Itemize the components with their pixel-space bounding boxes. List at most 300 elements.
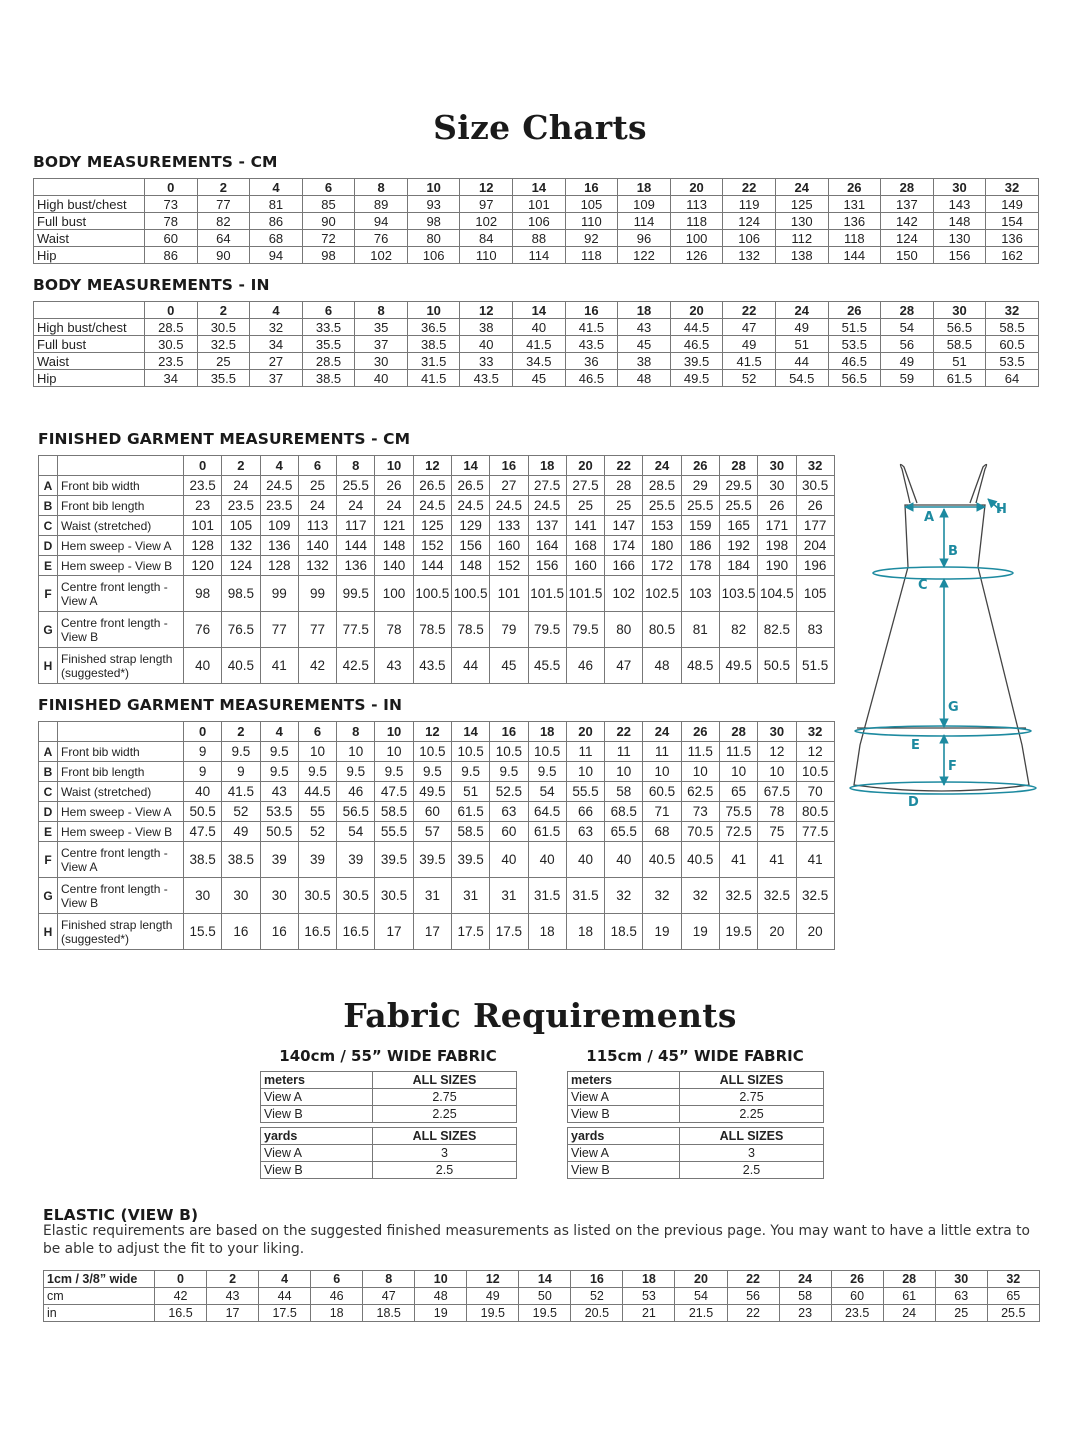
row-label: Waist (stretched) [58,516,184,536]
value-cell: 79 [490,612,528,648]
value-cell: 32.5 [758,878,796,914]
diagram-label-c: C [918,578,928,593]
body-cm-heading: BODY MEASUREMENTS - CM [33,153,278,171]
value-cell: 9.5 [337,762,375,782]
row-letter: F [39,576,58,612]
value-cell: 56 [727,1288,779,1305]
value-cell: 102.5 [643,576,681,612]
value-cell: 101.5 [566,576,604,612]
table-row [39,476,835,496]
value-cell: 40 [184,782,222,802]
value-cell: 180 [643,536,681,556]
value-cell: 112 [775,230,828,247]
value-cell: 32 [250,319,303,336]
value-cell: 80.5 [643,612,681,648]
value-cell: 128 [260,556,298,576]
value-cell: 75 [758,822,796,842]
value-cell: 58.5 [986,319,1039,336]
size-header: 2 [207,1271,259,1288]
value-cell: 47.5 [184,822,222,842]
table-row [568,1162,824,1179]
row-letter: D [39,802,58,822]
value-cell: 40 [528,842,566,878]
table-row [39,556,835,576]
value-cell: 40 [490,842,528,878]
value-cell: 26.5 [451,476,489,496]
value-cell: 77 [298,612,336,648]
table-row [34,247,1039,264]
value-cell: 48 [643,648,681,684]
value-cell: 20.5 [571,1305,623,1322]
value-cell: 30.5 [375,878,413,914]
row-label: Centre front length - View B [58,878,184,914]
value-cell: 17 [413,914,451,950]
size-header: 0 [145,179,198,196]
value-cell: 3 [373,1145,517,1162]
size-header: 6 [311,1271,363,1288]
value-cell: 53 [623,1288,675,1305]
value-cell: 25.5 [719,496,757,516]
row-label: Full bust [34,213,145,230]
value-cell: 10.5 [413,742,451,762]
size-header: 30 [758,456,796,476]
value-cell: 156 [528,556,566,576]
size-header: 28 [883,1271,935,1288]
size-header: 30 [758,722,796,742]
size-header: 12 [413,456,451,476]
value-cell: 75.5 [719,802,757,822]
table-row [34,319,1039,336]
value-cell: 30 [184,878,222,914]
row-label: Waist [34,230,145,247]
value-cell: 24 [337,496,375,516]
table-row [39,536,835,556]
size-header: 8 [363,1271,415,1288]
value-cell: 70.5 [681,822,719,842]
value-cell: 41 [758,842,796,878]
value-cell: 44.5 [670,319,723,336]
value-cell: 106 [513,213,566,230]
size-header: 10 [375,456,413,476]
value-cell: 24.5 [413,496,451,516]
size-header: 6 [298,456,336,476]
garment-cm-heading: FINISHED GARMENT MEASUREMENTS - CM [38,430,411,448]
table-row [39,742,835,762]
value-cell: 162 [986,247,1039,264]
value-cell: 128 [184,536,222,556]
size-header: 4 [259,1271,311,1288]
value-cell: 39.5 [451,842,489,878]
value-cell: 68 [250,230,303,247]
block-header-row [568,1128,824,1145]
size-header: 20 [670,179,723,196]
value-cell: 92 [565,230,618,247]
value-cell: 9.5 [528,762,566,782]
value-cell: 101.5 [528,576,566,612]
size-header: 26 [681,456,719,476]
value-cell: 10.5 [451,742,489,762]
value-cell: 40.5 [643,842,681,878]
row-letter: H [39,648,58,684]
dimension-c-ellipse [873,567,1013,579]
value-cell: 30 [260,878,298,914]
value-cell: 12 [796,742,834,762]
value-cell: 9.5 [260,762,298,782]
row-label: Finished strap length (suggested*) [58,648,184,684]
header-blank-cell [34,179,145,196]
value-cell: 152 [490,556,528,576]
row-letter: C [39,516,58,536]
value-cell: 10 [566,762,604,782]
view-label: View B [568,1106,680,1123]
value-cell: 45.5 [528,648,566,684]
table-row [34,196,1039,213]
value-cell: 79.5 [566,612,604,648]
table-row [261,1106,517,1123]
value-cell: 121 [375,516,413,536]
size-header: 26 [831,1271,883,1288]
value-cell: 26 [375,476,413,496]
fabric-title: Fabric Requirements [343,996,737,1035]
value-cell: 100.5 [451,576,489,612]
size-header: 16 [490,456,528,476]
value-cell: 26.5 [413,476,451,496]
view-label: View B [568,1162,680,1179]
value-cell: 44 [259,1288,311,1305]
value-cell: 45 [490,648,528,684]
table-row [39,516,835,536]
value-cell: 11.5 [719,742,757,762]
value-cell: 98 [184,576,222,612]
size-header: 16 [571,1271,623,1288]
body-measurements-in-table [33,301,1039,387]
value-cell: 78.5 [413,612,451,648]
value-cell: 174 [605,536,643,556]
size-header: 26 [828,179,881,196]
value-cell: 9.5 [260,742,298,762]
value-cell: 20 [758,914,796,950]
value-cell: 18 [528,914,566,950]
value-cell: 49 [467,1288,519,1305]
value-cell: 39.5 [375,842,413,878]
value-cell: 38 [460,319,513,336]
value-cell: 133 [490,516,528,536]
value-cell: 10.5 [796,762,834,782]
value-cell: 124 [222,556,260,576]
size-header: 26 [681,722,719,742]
row-label: in [44,1305,155,1322]
value-cell: 48 [415,1288,467,1305]
value-cell: 63 [566,822,604,842]
value-cell: 144 [828,247,881,264]
value-cell: 122 [618,247,671,264]
row-label: Front bib length [58,496,184,516]
row-label: Hem sweep - View B [58,556,184,576]
value-cell: 88 [513,230,566,247]
value-cell: 27.5 [528,476,566,496]
view-label: View A [261,1089,373,1106]
value-cell: 32 [643,878,681,914]
value-cell: 80 [407,230,460,247]
value-cell: 39.5 [413,842,451,878]
value-cell: 136 [337,556,375,576]
size-header: 10 [407,179,460,196]
value-cell: 49.5 [670,370,723,387]
value-cell: 61.5 [933,370,986,387]
value-cell: 10 [605,762,643,782]
size-header: 4 [250,179,303,196]
value-cell: 52 [723,370,776,387]
size-header: 30 [933,302,986,319]
value-cell: 80.5 [796,802,834,822]
garment-measurements-cm-table [38,455,835,684]
row-label: Hip [34,247,145,264]
value-cell: 23 [779,1305,831,1322]
value-cell: 51.5 [796,648,834,684]
size-header: 20 [566,456,604,476]
row-letter: B [39,496,58,516]
value-cell: 172 [643,556,681,576]
value-cell: 125 [413,516,451,536]
value-cell: 53.5 [828,336,881,353]
row-letter: F [39,842,58,878]
value-cell: 43 [375,648,413,684]
value-cell: 41 [719,842,757,878]
value-cell: 54 [528,782,566,802]
value-cell: 53.5 [260,802,298,822]
size-header: 6 [302,302,355,319]
value-cell: 126 [670,247,723,264]
value-cell: 41.5 [513,336,566,353]
value-cell: 93 [407,196,460,213]
value-cell: 23.5 [831,1305,883,1322]
table-row [39,612,835,648]
size-header: 12 [460,179,513,196]
size-header: 18 [618,179,671,196]
value-cell: 101 [490,576,528,612]
value-cell: 101 [184,516,222,536]
size-header: 8 [355,302,408,319]
value-cell: 160 [566,556,604,576]
value-cell: 23.5 [184,476,222,496]
value-cell: 204 [796,536,834,556]
size-header: 2 [222,722,260,742]
value-cell: 109 [260,516,298,536]
value-cell: 32 [605,878,643,914]
row-letter: C [39,782,58,802]
block-header-row [261,1072,517,1089]
size-header: 18 [528,456,566,476]
row-label: cm [44,1288,155,1305]
value-cell: 60.5 [643,782,681,802]
value-cell: 143 [933,196,986,213]
value-cell: 18.5 [363,1305,415,1322]
value-cell: 104.5 [758,576,796,612]
value-cell: 23.5 [145,353,198,370]
value-cell: 10 [337,742,375,762]
value-cell: 106 [723,230,776,247]
table-row [34,213,1039,230]
fabric-panel-140-heading: 140cm / 55” WIDE FABRIC [279,1047,497,1065]
value-cell: 76.5 [222,612,260,648]
value-cell: 31 [413,878,451,914]
value-cell: 46 [311,1288,363,1305]
size-header: 12 [460,302,513,319]
value-cell: 2.75 [373,1089,517,1106]
value-cell: 98 [407,213,460,230]
value-cell: 72.5 [719,822,757,842]
row-label: Centre front length - View A [58,842,184,878]
value-cell: 45 [618,336,671,353]
value-cell: 46.5 [565,370,618,387]
size-header: 30 [935,1271,987,1288]
value-cell: 165 [719,516,757,536]
value-cell: 129 [451,516,489,536]
view-label: View A [568,1089,680,1106]
table-row [568,1089,824,1106]
value-cell: 98 [302,247,355,264]
value-cell: 105 [796,576,834,612]
value-cell: 132 [298,556,336,576]
size-header: 20 [670,302,723,319]
value-cell: 54 [337,822,375,842]
value-cell: 28.5 [643,476,681,496]
size-header: 32 [796,722,834,742]
value-cell: 29 [681,476,719,496]
value-cell: 39 [337,842,375,878]
value-cell: 124 [881,230,934,247]
value-cell: 136 [828,213,881,230]
value-cell: 9 [184,742,222,762]
size-header: 0 [184,722,222,742]
size-header: 6 [298,722,336,742]
value-cell: 59 [881,370,934,387]
value-cell: 103.5 [719,576,757,612]
value-cell: 113 [670,196,723,213]
value-cell: 124 [723,213,776,230]
size-header: 0 [145,302,198,319]
value-cell: 52 [571,1288,623,1305]
value-cell: 46 [337,782,375,802]
value-cell: 63 [490,802,528,822]
value-cell: 32.5 [197,336,250,353]
row-letter: E [39,556,58,576]
size-header: 22 [605,722,643,742]
value-cell: 49 [723,336,776,353]
size-header: 26 [828,302,881,319]
value-cell: 60 [413,802,451,822]
size-header: 28 [881,302,934,319]
value-cell: 73 [681,802,719,822]
value-cell: 130 [775,213,828,230]
value-cell: 9.5 [490,762,528,782]
size-header: 24 [643,722,681,742]
size-header: 8 [355,179,408,196]
value-cell: 72 [302,230,355,247]
body-measurements-cm-table [33,178,1039,264]
value-cell: 9.5 [222,742,260,762]
size-header: 4 [260,456,298,476]
value-cell: 24 [298,496,336,516]
size-header: 30 [933,179,986,196]
value-cell: 168 [566,536,604,556]
row-label: Hem sweep - View B [58,822,184,842]
value-cell: 178 [681,556,719,576]
value-cell: 118 [670,213,723,230]
value-cell: 56 [881,336,934,353]
value-cell: 24.5 [528,496,566,516]
value-cell: 81 [250,196,303,213]
size-header: 12 [467,1271,519,1288]
row-label: Waist [34,353,145,370]
value-cell: 94 [250,247,303,264]
value-cell: 58 [605,782,643,802]
row-label: Centre front length - View A [58,576,184,612]
value-cell: 18.5 [605,914,643,950]
size-header: 8 [337,722,375,742]
column-header: ALL SIZES [373,1072,517,1089]
value-cell: 48 [618,370,671,387]
value-cell: 156 [451,536,489,556]
value-cell: 2.5 [373,1162,517,1179]
value-cell: 60.5 [986,336,1039,353]
table-row [39,842,835,878]
row-label: Hem sweep - View A [58,536,184,556]
size-header: 10 [375,722,413,742]
value-cell: 53.5 [986,353,1039,370]
size-header: 24 [643,456,681,476]
size-header: 32 [987,1271,1039,1288]
value-cell: 100 [375,576,413,612]
value-cell: 77.5 [796,822,834,842]
value-cell: 38.5 [222,842,260,878]
value-cell: 56.5 [828,370,881,387]
value-cell: 101 [513,196,566,213]
value-cell: 105 [222,516,260,536]
value-cell: 166 [605,556,643,576]
value-cell: 30.5 [337,878,375,914]
value-cell: 17 [375,914,413,950]
value-cell: 24 [883,1305,935,1322]
value-cell: 61 [883,1288,935,1305]
value-cell: 12 [758,742,796,762]
value-cell: 19 [643,914,681,950]
value-cell: 35 [355,319,408,336]
value-cell: 45 [513,370,566,387]
value-cell: 16 [222,914,260,950]
value-cell: 43 [207,1288,259,1305]
value-cell: 118 [565,247,618,264]
row-letter: H [39,914,58,950]
value-cell: 11 [643,742,681,762]
value-cell: 20 [796,914,834,950]
size-header: 22 [605,456,643,476]
size-header: 32 [796,456,834,476]
value-cell: 140 [375,556,413,576]
value-cell: 32 [681,878,719,914]
value-cell: 144 [413,556,451,576]
value-cell: 10 [719,762,757,782]
table-row [261,1089,517,1106]
fabric-115-table [567,1071,824,1179]
value-cell: 102 [605,576,643,612]
table-row [44,1288,1040,1305]
value-cell: 24.5 [490,496,528,516]
value-cell: 79.5 [528,612,566,648]
value-cell: 64.5 [528,802,566,822]
table-row [34,370,1039,387]
value-cell: 10.5 [490,742,528,762]
